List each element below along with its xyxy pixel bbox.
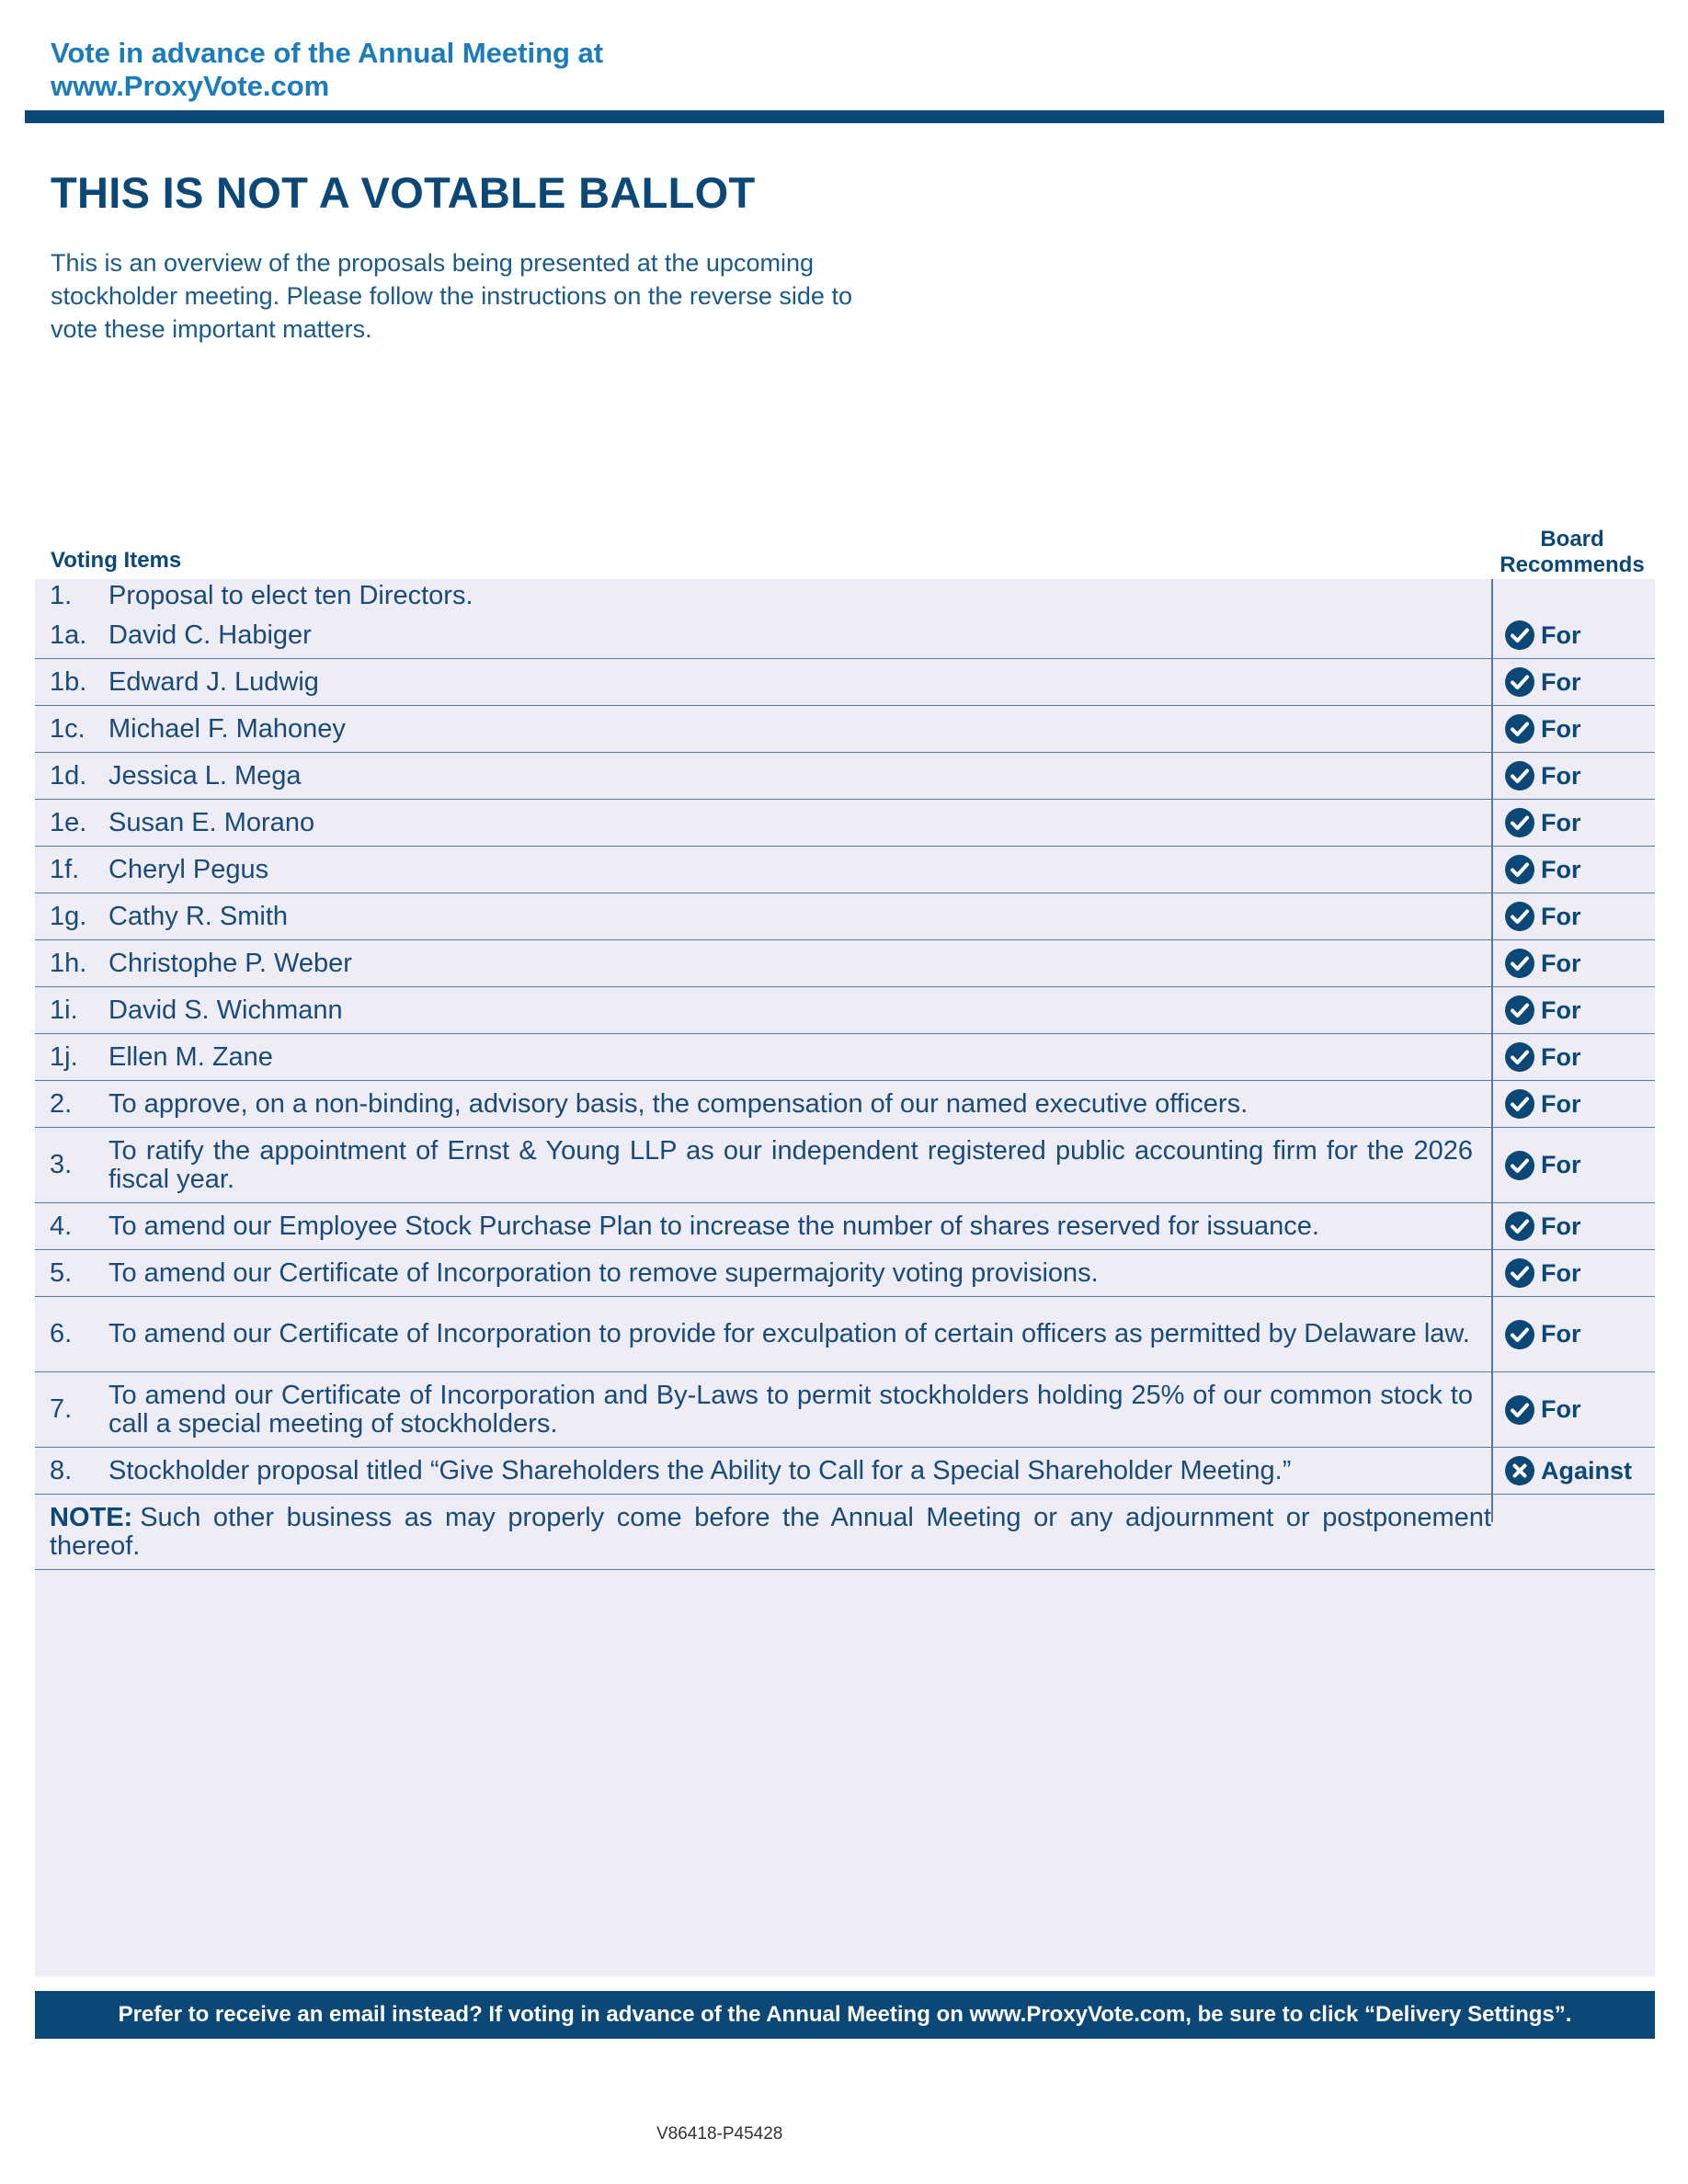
note-body: Such other business as may properly come before the Annual Meeting or any adjournment or postponement thereof. bbox=[50, 1502, 1491, 1561]
recommendation-label: For bbox=[1541, 808, 1581, 836]
item-number: 7. bbox=[50, 1394, 73, 1424]
recommendation-cell bbox=[1491, 847, 1655, 893]
table-row bbox=[35, 1297, 1655, 1372]
header-divider bbox=[25, 110, 1664, 123]
table-row bbox=[35, 893, 1655, 940]
item-number: 1f. bbox=[50, 854, 80, 884]
recommendation-cell bbox=[1491, 1128, 1655, 1202]
footer-banner: Prefer to receive an email instead? If voting in advance of the Annual Meeting on www.ProxyVote.com, be sure to click “Delivery Settings”. bbox=[35, 1991, 1655, 2039]
item-number: 4. bbox=[50, 1211, 73, 1241]
check-circle-icon bbox=[1504, 807, 1535, 838]
item-label: To amend our Employee Stock Purchase Plan to increase the number of shares reserved for issuance. bbox=[108, 1211, 1319, 1241]
item-label: Michael F. Mahoney bbox=[108, 713, 346, 744]
recommendation-cell bbox=[1491, 753, 1655, 799]
table-row bbox=[35, 579, 1655, 612]
check-circle-icon bbox=[1504, 854, 1535, 885]
check-circle-icon bbox=[1504, 1319, 1535, 1350]
item-text-cell bbox=[35, 659, 1491, 705]
recommendation-cell bbox=[1491, 1203, 1655, 1249]
item-label: David S. Wichmann bbox=[108, 995, 343, 1025]
recommendation-cell bbox=[1491, 612, 1655, 658]
voting-items-heading: Voting Items bbox=[51, 548, 182, 573]
item-text-cell bbox=[35, 893, 1491, 939]
board-heading-line-2: Recommends bbox=[1500, 552, 1645, 577]
item-label: To amend our Certificate of Incorporation to provide for exculpation of certain officers as permitted by Delaware law. bbox=[108, 1319, 1470, 1348]
recommendation-cell bbox=[1491, 706, 1655, 752]
x-circle-icon bbox=[1504, 1455, 1535, 1486]
item-text-cell bbox=[35, 1250, 1491, 1296]
voting-items-table bbox=[35, 579, 1655, 1570]
item-text-cell bbox=[35, 1034, 1491, 1080]
item-number: 1d. bbox=[50, 760, 87, 791]
recommendation-cell bbox=[1491, 987, 1655, 1033]
item-number: 1. bbox=[50, 580, 73, 610]
item-text-cell bbox=[35, 1297, 1491, 1371]
item-number: 5. bbox=[50, 1257, 73, 1288]
check-circle-icon bbox=[1504, 713, 1535, 745]
table-row bbox=[35, 1034, 1655, 1081]
header-title bbox=[51, 37, 603, 103]
item-text-cell bbox=[35, 940, 1491, 986]
item-label: To ratify the appointment of Ernst & Young LLP as our independent registered public accounting firm for the 2026 fiscal year. bbox=[108, 1135, 1473, 1194]
item-number: 1e. bbox=[50, 807, 87, 837]
table-row bbox=[35, 800, 1655, 847]
recommendation-label: For bbox=[1541, 1089, 1581, 1118]
table-row bbox=[35, 659, 1655, 706]
item-label: David C. Habiger bbox=[108, 620, 312, 650]
item-label: To amend our Certificate of Incorporation and By-Laws to permit stockholders holding 25% of our common stock to call a special meeting of stockholders. bbox=[108, 1380, 1473, 1439]
table-row bbox=[35, 940, 1655, 987]
item-text-cell bbox=[35, 1448, 1491, 1494]
item-number: 1a. bbox=[50, 620, 87, 650]
board-heading-line-1: Board bbox=[1540, 527, 1604, 552]
recommendation-cell bbox=[1491, 940, 1655, 986]
table-row bbox=[35, 753, 1655, 800]
table-row bbox=[35, 612, 1655, 659]
recommendation-label: For bbox=[1541, 1258, 1581, 1287]
item-number: 1j. bbox=[50, 1041, 78, 1072]
item-label: To amend our Certificate of Incorporation to remove supermajority voting provisions. bbox=[108, 1257, 1099, 1288]
item-label: Cheryl Pegus bbox=[108, 854, 269, 884]
item-label: Susan E. Morano bbox=[108, 807, 315, 837]
item-text-cell bbox=[35, 579, 1491, 612]
note-text bbox=[35, 1495, 1510, 1569]
recommendation-cell bbox=[1491, 1372, 1655, 1447]
item-number: 2. bbox=[50, 1088, 73, 1119]
recommendation-cell bbox=[1491, 579, 1655, 612]
recommendation-cell bbox=[1491, 1297, 1655, 1371]
recommendation-cell bbox=[1491, 800, 1655, 846]
table-row bbox=[35, 847, 1655, 893]
check-circle-icon bbox=[1504, 1041, 1535, 1073]
header-line-2[interactable]: www.ProxyVote.com bbox=[51, 70, 330, 102]
item-number: 1g. bbox=[50, 901, 87, 931]
item-number: 1c. bbox=[50, 713, 86, 744]
item-label: Christophe P. Weber bbox=[108, 948, 352, 978]
table-row bbox=[35, 1203, 1655, 1250]
header-line-1: Vote in advance of the Annual Meeting at bbox=[51, 37, 604, 69]
recommendation-label: For bbox=[1541, 620, 1581, 649]
board-recommends-heading bbox=[1489, 527, 1655, 578]
table-row bbox=[35, 1448, 1655, 1495]
table-row bbox=[35, 1128, 1655, 1203]
table-row bbox=[35, 1250, 1655, 1297]
item-text-cell bbox=[35, 1081, 1491, 1127]
check-circle-icon bbox=[1504, 995, 1535, 1026]
recommendation-cell bbox=[1491, 659, 1655, 705]
item-text-cell bbox=[35, 612, 1491, 658]
item-number: 8. bbox=[50, 1455, 73, 1485]
check-circle-icon bbox=[1504, 948, 1535, 979]
check-circle-icon bbox=[1504, 901, 1535, 932]
recommendation-label: For bbox=[1541, 1042, 1581, 1071]
item-text-cell bbox=[35, 1203, 1491, 1249]
recommendation-label: For bbox=[1541, 761, 1581, 790]
item-label: Edward J. Ludwig bbox=[108, 666, 319, 697]
table-row bbox=[35, 1372, 1655, 1448]
item-label: Stockholder proposal titled “Give Shareholders the Ability to Call for a Special Shareholder Meeting.” bbox=[108, 1455, 1292, 1485]
item-text-cell bbox=[35, 847, 1491, 893]
intro-paragraph: This is an overview of the proposals being presented at the upcoming stockholder meeting. Please follow the instructions on the reverse side to vote these important matters. bbox=[51, 249, 852, 343]
recommendation-label: For bbox=[1541, 714, 1581, 743]
check-circle-icon bbox=[1504, 1088, 1535, 1120]
table-row bbox=[35, 987, 1655, 1034]
check-circle-icon bbox=[1504, 620, 1535, 651]
recommendation-cell bbox=[1491, 1081, 1655, 1127]
item-text-cell bbox=[35, 987, 1491, 1033]
item-text-cell bbox=[35, 706, 1491, 752]
table-row bbox=[35, 706, 1655, 753]
check-circle-icon bbox=[1504, 1394, 1535, 1426]
recommendation-label: For bbox=[1541, 855, 1581, 883]
check-circle-icon bbox=[1504, 1257, 1535, 1289]
ballot-title: THIS IS NOT A VOTABLE BALLOT bbox=[51, 168, 756, 217]
recommendation-label: For bbox=[1541, 1320, 1581, 1348]
item-label: Cathy R. Smith bbox=[108, 901, 288, 931]
recommendation-label: For bbox=[1541, 1151, 1581, 1178]
item-number: 1b. bbox=[50, 666, 87, 697]
recommendation-label: For bbox=[1541, 667, 1581, 696]
recommendation-label: For bbox=[1541, 902, 1581, 930]
check-circle-icon bbox=[1504, 666, 1535, 698]
item-text-cell bbox=[35, 753, 1491, 799]
item-label: Proposal to elect ten Directors. bbox=[108, 580, 473, 610]
recommendation-label: For bbox=[1541, 1395, 1581, 1423]
item-number: 3. bbox=[50, 1150, 73, 1179]
item-number: 6. bbox=[50, 1319, 73, 1348]
check-circle-icon bbox=[1504, 1211, 1535, 1242]
recommendation-label: For bbox=[1541, 949, 1581, 977]
item-text-cell bbox=[35, 1372, 1491, 1447]
recommendation-cell bbox=[1491, 893, 1655, 939]
item-number: 1i. bbox=[50, 995, 78, 1025]
item-label: Jessica L. Mega bbox=[108, 760, 302, 791]
note-label: NOTE: bbox=[50, 1502, 133, 1532]
document-code: V86418-P45428 bbox=[656, 2124, 783, 2144]
recommendation-label: For bbox=[1541, 995, 1581, 1024]
recommendation-cell bbox=[1491, 1250, 1655, 1296]
table-row bbox=[35, 1081, 1655, 1128]
note-row bbox=[35, 1495, 1655, 1570]
item-label: Ellen M. Zane bbox=[108, 1041, 273, 1072]
item-number: 1h. bbox=[50, 948, 87, 978]
recommendation-label: For bbox=[1541, 1211, 1581, 1240]
check-circle-icon bbox=[1504, 1150, 1535, 1181]
check-circle-icon bbox=[1504, 760, 1535, 791]
recommendation-cell bbox=[1491, 1448, 1655, 1494]
item-text-cell bbox=[35, 1128, 1491, 1202]
recommendation-label: Against bbox=[1541, 1456, 1633, 1484]
item-label: To approve, on a non-binding, advisory basis, the compensation of our named executive officers. bbox=[108, 1088, 1249, 1119]
item-text-cell bbox=[35, 800, 1491, 846]
recommendation-cell bbox=[1491, 1034, 1655, 1080]
